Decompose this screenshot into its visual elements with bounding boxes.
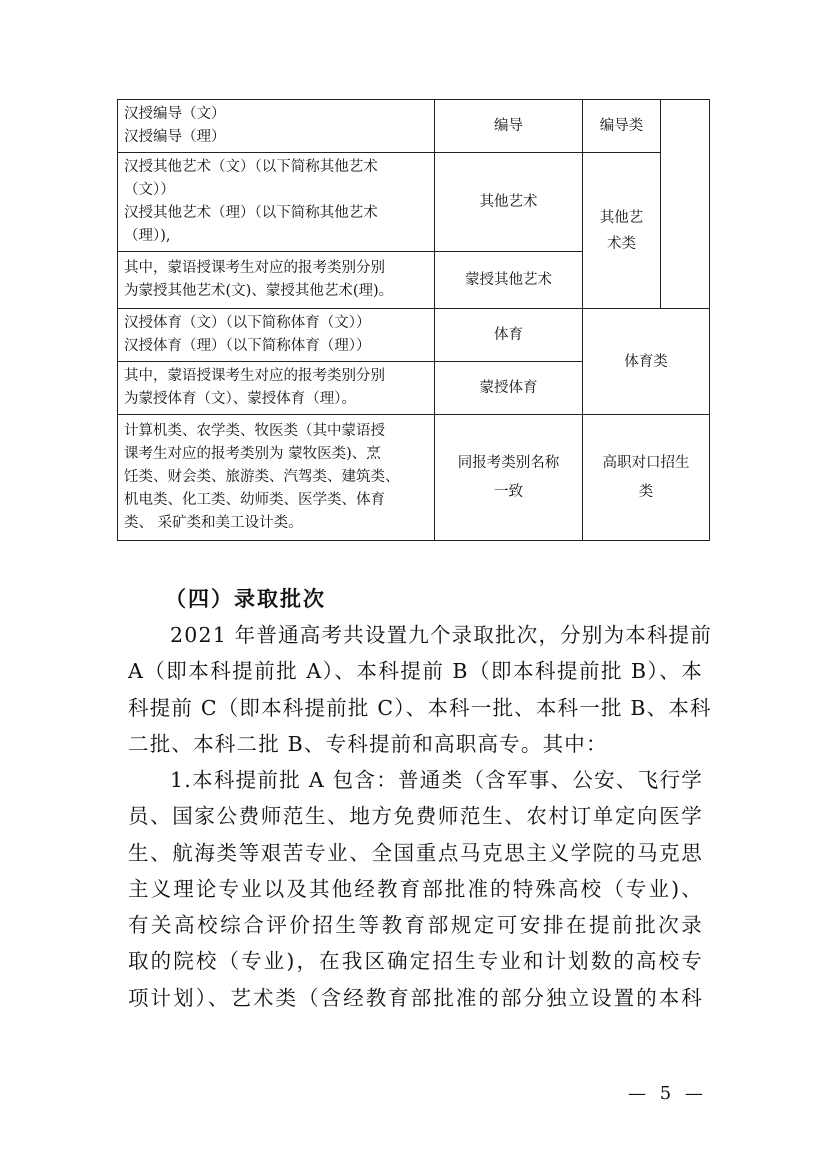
table-cell: 汉授其他艺术（文）（以下简称其他艺术 （文）） 汉授其他艺术（理）（以下简称其他艺术 （理）), — [118, 153, 435, 252]
table-cell: 体育 — [435, 309, 583, 362]
table-cell: 其中，蒙语授课考生对应的报考类别分别 为蒙授其他艺术(文)、蒙授其他艺术(理)。 — [118, 252, 435, 309]
table-row — [118, 415, 710, 541]
category-table — [117, 99, 710, 541]
table-cell: 同报考类别名称 一致 — [435, 415, 583, 541]
paragraph-batch-a: 1.本科提前批 A 包含：普通类（含军事、公安、飞行学 员、国家公费师范生、地方免费师范生、农村订单定向医学 生、航海类等艰苦专业、全国重点马克思主义学院的马克思 主义理论专业以及其他经教育部批准的特殊高校（专业)、 有关高校综合评价招生等教育部规定可安排在提前批次录 取的院校（专业)，在我区确定招生专业和计划数的高校专 项计划）、艺术类（含经教育部批准的部分独立设置的本科 — [128, 768, 703, 1010]
table-cell: 蒙授其他艺术 — [435, 252, 583, 309]
table-row — [118, 153, 710, 252]
section-heading: （四）录取批次 — [165, 587, 326, 611]
table-cell: 体育类 — [583, 309, 710, 415]
table-cell: 汉授体育（文）（以下简称体育（文）） 汉授体育（理）（以下简称体育（理）） — [118, 309, 435, 362]
table-cell: 汉授编导（文） 汉授编导（理） — [118, 100, 435, 153]
table-cell: 其中，蒙语授课考生对应的报考类别分别 为蒙授体育（文）、蒙授体育（理）。 — [118, 362, 435, 415]
table-row — [118, 100, 710, 153]
table-cell: 编导类 — [583, 100, 661, 153]
table-cell: 蒙授体育 — [435, 362, 583, 415]
paragraph-intro: 2021 年普通高考共设置九个录取批次，分别为本科提前 A（即本科提前批 A）、本科提前 B（即本科提前批 B）、本 科提前 C（即本科提前批 C）、本科一批、本科一批 B、本科 二批、本科二批 B、专科提前和高职高专。其中： — [128, 623, 713, 756]
table-cell: 编导 — [435, 100, 583, 153]
table-cell: 高职对口招生 类 — [583, 415, 710, 541]
table-cell: 计算机类、农学类、牧医类（其中蒙语授 课考生对应的报考类别为 蒙牧医类)、烹 饪类、财会类、旅游类、汽驾类、建筑类、 机电类、化工类、幼师类、医学类、体育 类、 采矿类和美工设计类。 — [118, 415, 435, 541]
page-number: — 5 — — [628, 1083, 707, 1104]
table-cell: 其他艺术 — [435, 153, 583, 252]
table-row — [118, 309, 710, 362]
table-cell: 其他艺 术类 — [583, 153, 661, 309]
table-cell-empty — [661, 100, 710, 309]
